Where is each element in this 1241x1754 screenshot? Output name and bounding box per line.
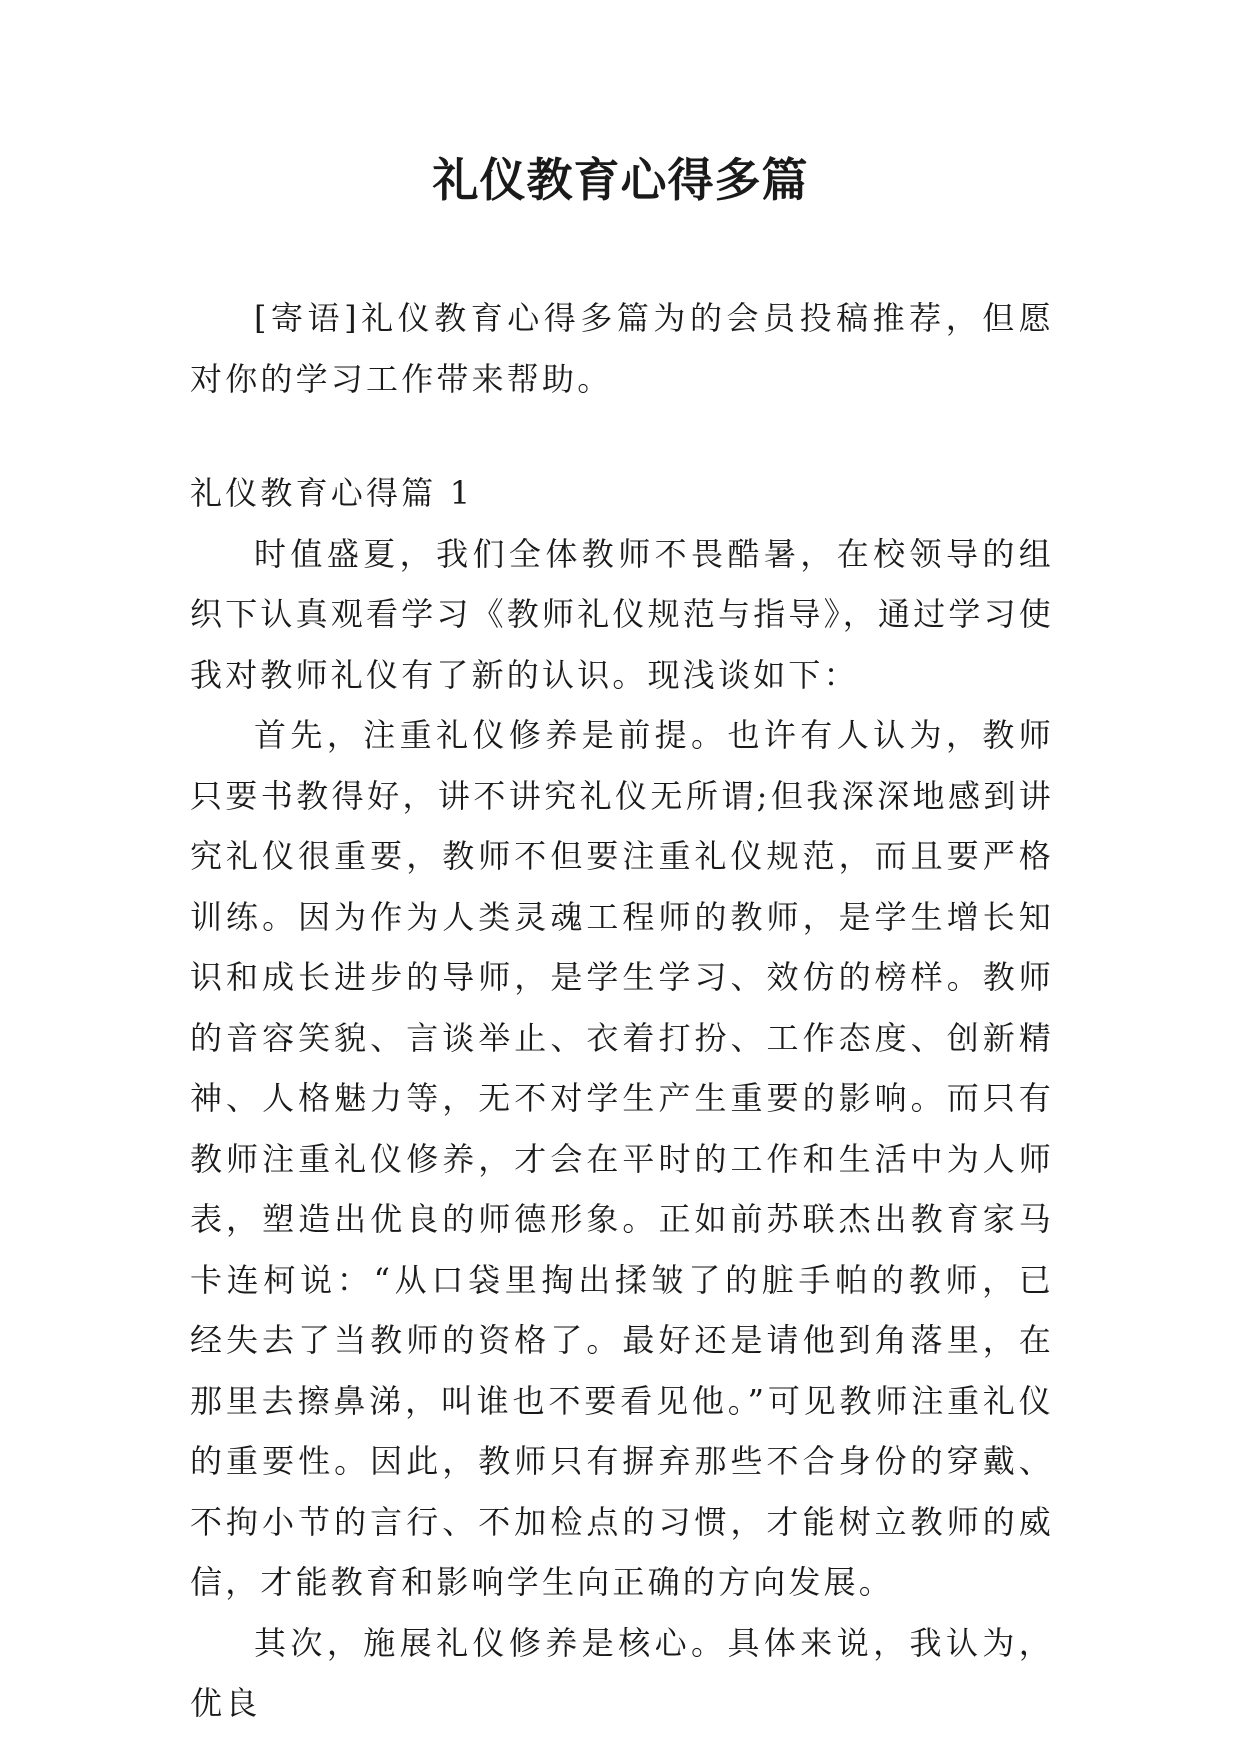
document-title: 礼仪教育心得多篇 bbox=[432, 153, 809, 207]
content-block bbox=[190, 463, 1054, 1734]
paragraph-2: 首先，注重礼仪修养是前提。也许有人认为，教师只要书教得好，讲不讲究礼仪无所谓;但我深深地感到讲究礼仪很重要，教师不但要注重礼仪规范，而且要严格训练。因为作为人类灵魂工程师的教师，是学生增长知识和成长进步的导师，是学生学习、效仿的榜样。教师的音容笑貌、言谈举止、衣着打扮、工作态度、创新精神、人格魅力等，无不对学生产生重要的影响。而只有教师注重礼仪修养，才会在平时的工作和生活中为人师表，塑造出优良的师德形象。正如前苏联杰出教育家马卡连柯说：“从口袋里掏出揉皱了的脏手帕的教师，已经失去了当教师的资格了。最好还是请他到角落里，在那里去擦鼻涕，叫谁也不要看见他。”可见教师注重礼仪的重要性。因此，教师只有摒弃那些不合身份的穿戴、不拘小节的言行、不加检点的习惯，才能树立教师的威信，才能教育和影响学生向正确的方向发展。 bbox=[190, 716, 1054, 1601]
paragraph-3: 其次，施展礼仪修养是核心。具体来说，我认为，优良 bbox=[190, 1623, 1054, 1722]
intro-block bbox=[190, 288, 1054, 409]
section-heading: 礼仪教育心得篇 1 bbox=[190, 474, 474, 512]
paragraph-1: 时值盛夏，我们全体教师不畏酷暑，在校领导的组织下认真观看学习《教师礼仪规范与指导》，通过学习使我对教师礼仪有了新的认识。现浅谈如下： bbox=[190, 534, 1055, 694]
intro-paragraph: [寄语]礼仪教育心得多篇为的会员投稿推荐，但愿对你的学习工作带来帮助。 bbox=[190, 299, 1054, 398]
